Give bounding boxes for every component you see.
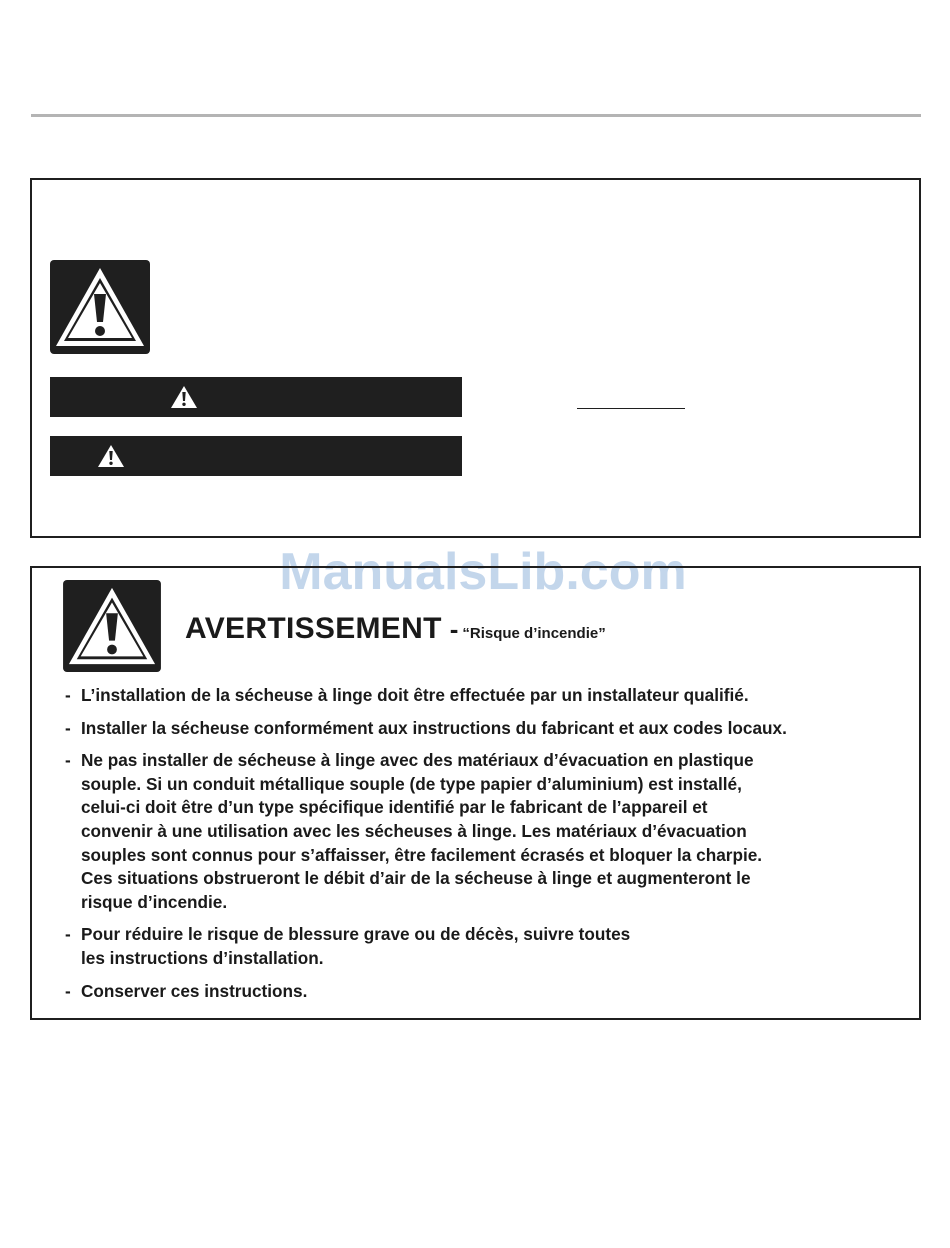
warning-signal-bar <box>50 436 462 476</box>
list-item: - Installer la sécheuse conformément aux instructions du fabricant et aux codes locaux. <box>65 717 787 738</box>
fire-risk-warning-box <box>30 566 921 1020</box>
top-divider <box>31 114 921 117</box>
warning-triangle-small-icon <box>170 385 198 414</box>
title-separator: - <box>449 614 459 644</box>
list-item: - Ne pas installer de sécheuse à linge avec des matériaux d’évacuation en plastique souple. Si un conduit métallique souple (de type papier d’aluminium) est installé, celui-ci doit être d’un type spécifique identifié par le fabricant de l’appareil et convenir à une utilisation avec les sécheuses à linge. Les matériaux d’évacuation souples sont connus pour s’affaisser, être facilement écrasés et bloquer la charpie. Ces situations obstrueront le débit d’air de la sécheuse à linge et augmenteront le risque d’incendie. <box>65 750 763 912</box>
warning-triangle-small-icon <box>97 444 125 473</box>
safety-info-box <box>30 178 921 538</box>
list-item: - L’installation de la sécheuse à linge doit être effectuée par un installateur qualifié. <box>65 685 749 705</box>
underline-rule <box>577 408 685 409</box>
warning-title: AVERTISSEMENT <box>185 612 442 645</box>
watermark: ManualsLib.com <box>279 543 687 601</box>
danger-signal-bar <box>50 377 462 417</box>
warning-triangle-icon <box>50 260 150 354</box>
warning-subtitle: “Risque d’incendie” <box>462 625 606 642</box>
list-item: - Pour réduire le risque de blessure grave ou de décès, suivre toutes les instructions d’installation. <box>65 924 631 968</box>
warning-list <box>65 684 905 1012</box>
warning-triangle-icon <box>63 580 161 672</box>
list-item: - Conserver ces instructions. <box>65 980 308 1001</box>
warning-heading <box>185 612 606 646</box>
